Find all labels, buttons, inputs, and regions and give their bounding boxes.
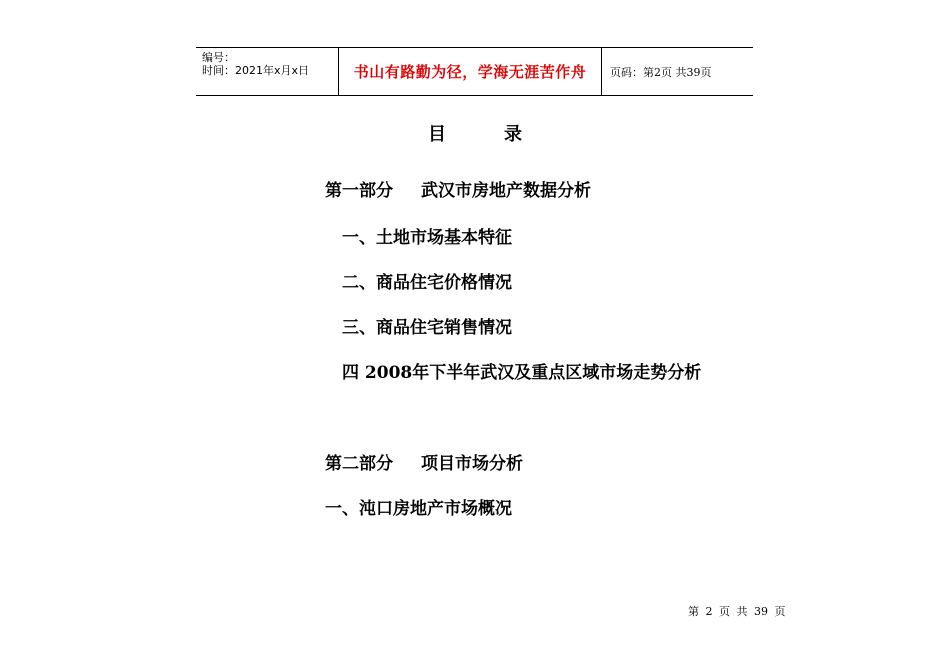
- footer-page-number: 第 2 页 共 39 页: [688, 605, 786, 618]
- toc-part-1-label: 第一部分: [325, 181, 393, 201]
- document-time-label: 时间：2021年x月x日: [202, 64, 310, 77]
- header-motto-cell: [339, 48, 602, 95]
- toc-item-1-4[interactable]: 四 2008年下半年武汉及重点区域市场走势分析: [342, 363, 702, 383]
- toc-item-1-1[interactable]: 一、土地市场基本特征: [342, 228, 512, 248]
- toc-part-1-name: 武汉市房地产数据分析: [421, 181, 591, 201]
- toc-item-2-1[interactable]: 一、沌口房地产市场概况: [325, 499, 512, 519]
- header-meta-cell: [196, 48, 339, 95]
- toc-item-1-2[interactable]: 二、商品住宅价格情况: [342, 273, 512, 293]
- header-page-code: 页码：第2页 共39页: [610, 65, 712, 79]
- header-motto: 书山有路勤为径，学海无涯苦作舟: [353, 63, 587, 81]
- toc-title: 目录: [428, 124, 580, 145]
- toc-item-1-3[interactable]: 三、商品住宅销售情况: [342, 318, 512, 338]
- toc-part-1[interactable]: [325, 180, 591, 202]
- document-number-label: 编号：: [202, 51, 235, 64]
- toc-part-2[interactable]: [325, 453, 523, 475]
- toc-part-2-name: 项目市场分析: [421, 454, 523, 474]
- toc-part-2-label: 第二部分: [325, 454, 393, 474]
- header-page-cell: [602, 48, 753, 95]
- page-header: [196, 47, 753, 96]
